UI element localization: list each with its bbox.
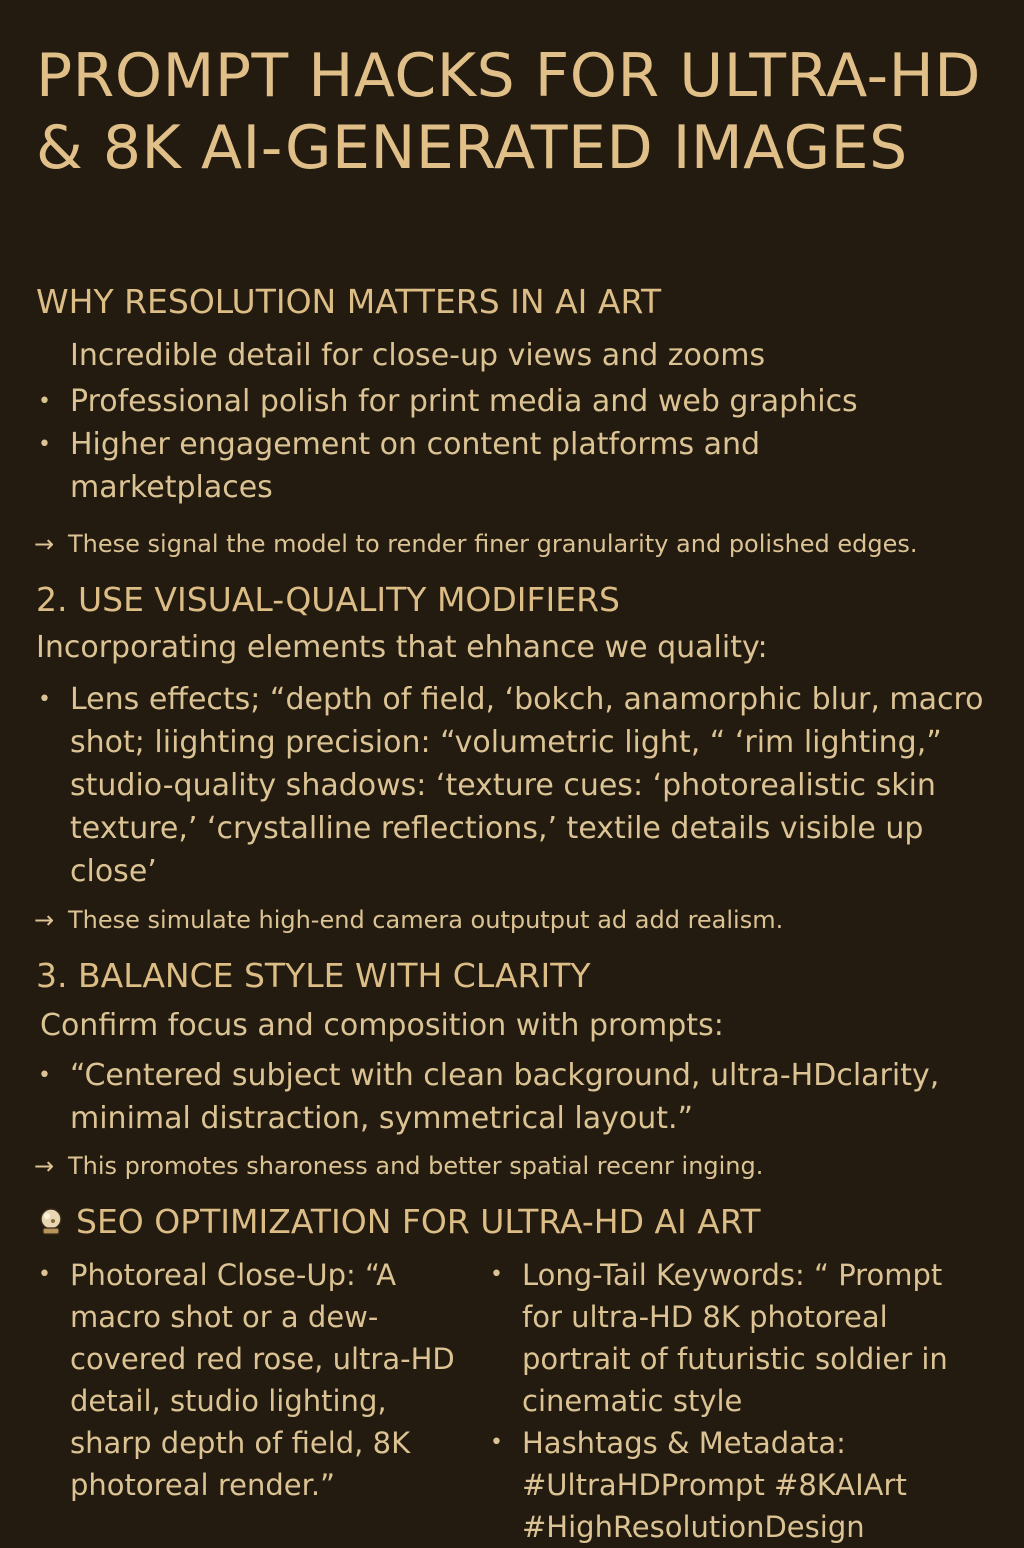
- seo-right-item-0: • Long-Tail Keywords: “ Prompt for ultra-HD 8K photoreal portrait of futuristic soldier in cinematic style: [488, 1254, 988, 1422]
- arrow-right-icon: →: [34, 1152, 55, 1180]
- section3-heading: 3. BALANCE STYLE WITH CLARITY: [36, 956, 591, 995]
- page-title: PROMPT HACKS FOR ULTRA-HD & 8K AI-GENERATED IMAGES: [36, 41, 981, 183]
- section1-heading: WHY RESOLUTION MATTERS IN AI ART: [36, 282, 662, 321]
- section3-note: → This promotes sharoness and better spatial recenr inging.: [34, 1152, 764, 1180]
- seo-heading: SEO OPTIMIZATION FOR ULTRA-HD AI ART: [36, 1202, 761, 1242]
- section3-item-0: • “Centered subject with clean background, ultra-HDclarity, minimal distraction, symmetrical layout.”: [36, 1054, 970, 1140]
- crystal-ball-icon: [36, 1206, 66, 1236]
- seo-left-column: [36, 1254, 476, 1506]
- bullet-icon: •: [38, 432, 51, 457]
- section2-list: [36, 678, 996, 893]
- bullet-icon: •: [490, 1262, 503, 1287]
- bullet-icon: •: [38, 1262, 51, 1287]
- bullet-icon: •: [38, 1063, 51, 1088]
- bullet-icon: •: [38, 687, 51, 712]
- arrow-right-icon: →: [34, 530, 55, 558]
- seo-right-column: [488, 1254, 988, 1548]
- section2-intro: Incorporating elements that ehhance we quality:: [36, 630, 768, 665]
- section2-item-0: • Lens effects; “depth of field, ‘bokch, anamorphic blur, macro shot; liighting precision: “volumetric light, “ ‘rim lighting,” studio-quality shadows: ‘texture cues: ‘photorealistic skin texture,’ ‘crystalline reflections,’ textile details visible up close’: [36, 678, 990, 893]
- seo-right-item-1: • Hashtags & Metadata: #UltraHDPrompt #8KAIArt #HighResolutionDesign: [488, 1422, 988, 1548]
- section2-note: → These simulate high-end camera outputput ad add realism.: [34, 906, 784, 934]
- section1-item-1: • Professional polish for print media and web graphics: [36, 380, 996, 423]
- arrow-right-icon: →: [34, 906, 55, 934]
- section3-list: [36, 1054, 996, 1140]
- section1-list: [36, 380, 996, 509]
- seo-left-item-0: • Photoreal Close-Up: “A macro shot or a dew-covered red rose, ultra-HD detail, studio lighting, sharp depth of field, 8K photoreal render.”: [36, 1254, 476, 1506]
- section3-intro: Confirm focus and composition with prompts:: [40, 1008, 724, 1043]
- bullet-icon: •: [38, 389, 51, 414]
- section2-heading: 2. USE VISUAL-QUALITY MODIFIERS: [36, 580, 620, 619]
- section1-item-2: • Higher engagement on content platforms and marketplaces: [36, 423, 870, 509]
- section1-item-0: Incredible detail for close-up views and zooms: [70, 338, 766, 373]
- section1-note: → These signal the model to render finer granularity and polished edges.: [34, 530, 918, 558]
- bullet-icon: •: [490, 1430, 503, 1455]
